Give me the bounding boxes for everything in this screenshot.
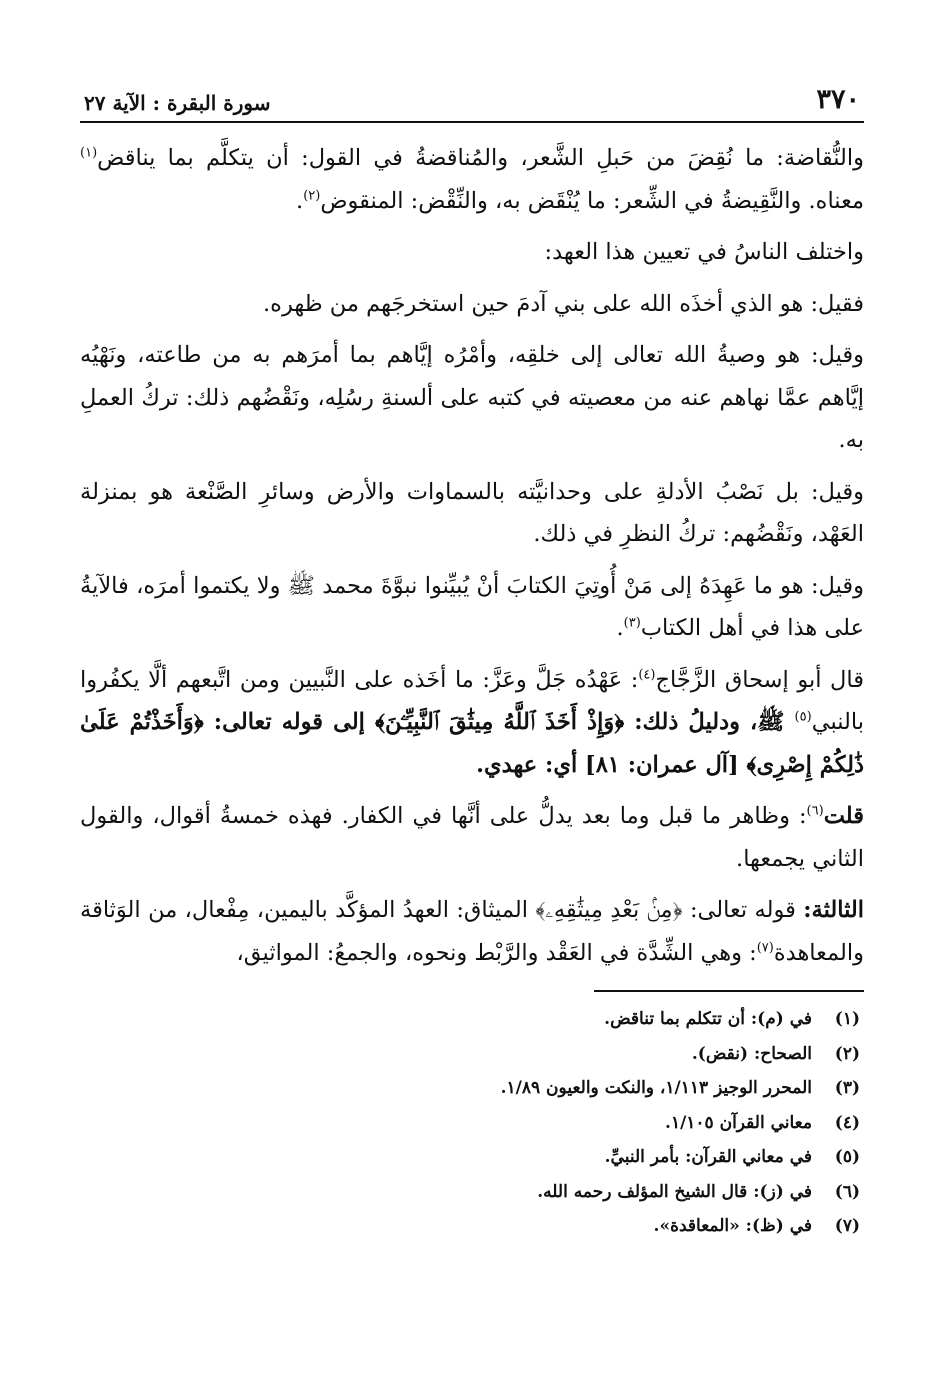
- paragraph: [80, 659, 864, 787]
- footnote: [80, 1209, 860, 1244]
- footnote-ref: (٦): [806, 803, 824, 819]
- footnote-text: في معاني القرآن: بأمر النبيِّ.: [604, 1147, 812, 1167]
- paragraph-text: معناه. والنَّقِيضةُ في الشِّعر: ما يُنْقَض به، والنِّقْض: المنقوض: [320, 187, 864, 214]
- footnote-text: في (ز): قال الشيخ المؤلف رحمه الله.: [537, 1181, 812, 1202]
- paragraph-text: فقيل: هو الذي أخذَه الله على بني آدمَ حين استخرجَهم من ظهره.: [263, 290, 864, 317]
- paragraph-lead: الثالثة:: [803, 897, 864, 923]
- paragraph-text: : وهي الشِّدَّة في العَقْد والرَّبْط ونحوه، والجمعُ: المواثيق،: [236, 939, 757, 966]
- footnote-ref: (٢): [303, 188, 321, 203]
- footnote-text: في (ظ): «المعاقدة».: [653, 1216, 812, 1236]
- footnote-text: في (م): أن تتكلم بما تناقض.: [604, 1009, 812, 1029]
- footnote-text: المحرر الوجيز ١/١١٣، والنكت والعيون ١/٨٩.: [500, 1078, 812, 1098]
- running-title: سورة البقرة : الآية ٢٧: [84, 91, 271, 115]
- paragraph-text: وقيل: هو وصيةُ الله تعالى إلى خلقِه، وأمْرُه إيَّاهم بما أمرَهم به من طاعته، ونَهْيُه إيَّاهم عمَّا نهاهم عنه من معصيته في كتبه على ألسنةِ رسُلِه، ونَقْضُهم ذلك: تركُ العملِ به.: [80, 342, 864, 453]
- paragraph: [80, 889, 864, 974]
- footnote: [80, 1175, 860, 1210]
- page-header: [80, 84, 864, 123]
- paragraph-text: .: [616, 615, 624, 641]
- page-number: ٣٧٠: [816, 84, 860, 115]
- paragraph-text: قوله تعالى: ﴿مِنۢ بَعْدِ مِيثَٰقِهِۦ﴾ الميثاق: العهدُ المؤكَّد باليمين، مِفْعال، من الوَثاقة والمعاهدة: [80, 897, 864, 966]
- footnote-number: (٢): [834, 1043, 860, 1064]
- footnote: [80, 1106, 860, 1141]
- footnote-ref: (٤): [638, 667, 656, 682]
- paragraph: [80, 137, 864, 222]
- paragraph: [80, 231, 864, 274]
- footnote-ref: (٧): [756, 940, 774, 955]
- footnote-number: (٥): [834, 1147, 860, 1167]
- paragraph-text: وقيل: هو ما عَهِدَهُ إلى مَنْ أُوتِيَ الكتابَ أنْ يُبيِّنوا نبوَّةَ محمد ﷺ ولا يكتموا أمرَه، فالآيةُ على هذا في أهل الكتاب: [80, 572, 864, 641]
- paragraph: [80, 334, 864, 462]
- paragraph: [80, 565, 864, 650]
- paragraph-text: واختلف الناسُ في تعيين هذا العهد:: [544, 239, 864, 265]
- paragraph-text: والنُّقاضة: ما نُقِضَ من حَبلِ الشَّعر، والمُناقضةُ في القول: أن يتكلَّم بما يناقض: [97, 145, 864, 171]
- footnote-text: معاني القرآن ١/١٠٥.: [665, 1112, 812, 1133]
- body-text: [80, 137, 864, 974]
- paragraph: [80, 471, 864, 556]
- paragraph-text: : عَهْدُه جَلَّ وعَزَّ: ما أخَذه على النَّبيين ومن اتَّبعهم ألَّا يكفُروا بالنبي: [80, 666, 864, 735]
- footnote: [80, 1140, 860, 1175]
- footnote-ref: (٣): [623, 615, 641, 631]
- paragraph-text: وقيل: بل نَصْبُ الأدلةِ على وحدانيَّته بالسماوات والأرض وسائرِ الصَّنْعة هو بمنزلة العَهْد، ونَقْضُهم: تركُ النظرِ في ذلك.: [80, 478, 864, 547]
- footnote: [80, 1002, 860, 1037]
- paragraph-lead: قلت: [823, 803, 864, 829]
- book-page: [80, 84, 864, 1244]
- paragraph: [80, 283, 864, 326]
- paragraph-text: قال أبو إسحاق الزَّجَّاج: [655, 666, 864, 693]
- footnotes: [80, 1002, 864, 1244]
- footnote: [80, 1071, 860, 1106]
- footnote-text: الصحاح: (نقض).: [691, 1043, 812, 1064]
- footnote-number: (٣): [834, 1078, 860, 1098]
- footnote-ref: (٥): [794, 709, 812, 725]
- footnote-ref: (١): [80, 145, 98, 161]
- footnote-number: (٦): [834, 1181, 860, 1202]
- paragraph-text: ﷺ، ودليلُ ذلك: ﴿وَإِذْ أَخَذَ ٱللَّهُ مِيثَٰقَ ٱلنَّبِيِّـۧنَ﴾ إلى قوله تعالى: ﴿وَأَخَذْتُمْ عَلَىٰ ذَٰلِكُمْ إِصْرِى﴾ [آل عمران: ٨١] أي: عهدي.: [80, 709, 864, 778]
- footnote-number: (٤): [834, 1112, 860, 1133]
- footnote-divider: [594, 990, 864, 992]
- paragraph: [80, 795, 864, 880]
- footnote-number: (٧): [834, 1216, 860, 1236]
- footnote-number: (١): [834, 1009, 860, 1029]
- paragraph-text: : وظاهر ما قبل وما بعد يدلُّ على أنَّها في الكفار. فهذه خمسةُ أقوال، والقول الثاني يجمعها.: [80, 803, 864, 872]
- footnote: [80, 1037, 860, 1072]
- paragraph-text: .: [296, 187, 304, 214]
